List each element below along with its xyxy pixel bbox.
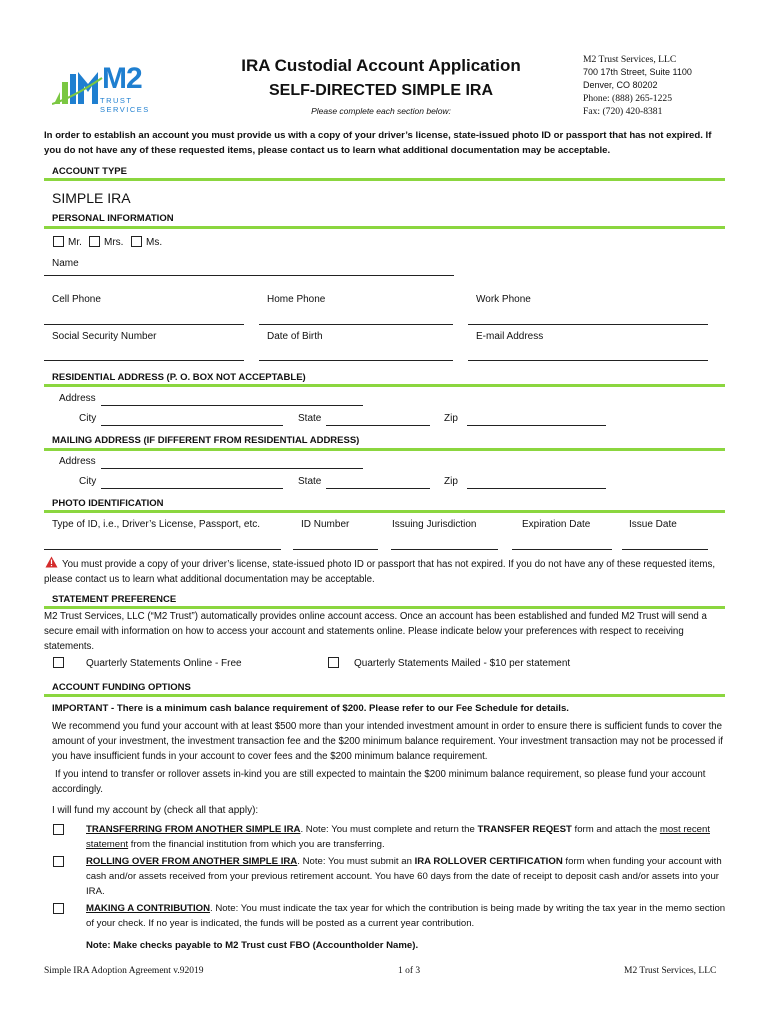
home-phone-label: Home Phone (267, 294, 326, 305)
logo-text: M2 (102, 62, 142, 95)
section-divider (44, 510, 725, 513)
recent-statement-text: most recent statement (86, 824, 710, 850)
rollover-option-title: ROLLING OVER FROM ANOTHER SIMPLE IRA (86, 856, 298, 867)
residential-address-label: Address (59, 393, 96, 404)
transfer-checkbox[interactable] (53, 824, 64, 835)
id-number-field[interactable] (293, 549, 378, 550)
id-type-label: Type of ID, i.e., Driver’s License, Passport, etc. (52, 519, 261, 530)
account-type-value: SIMPLE IRA (52, 190, 131, 206)
footer-page-number: 1 of 3 (398, 966, 421, 976)
dob-label: Date of Birth (267, 331, 323, 342)
section-divider (44, 448, 725, 451)
page-subtitle: SELF-DIRECTED SIMPLE IRA (268, 82, 493, 99)
contribution-checkbox[interactable] (53, 903, 64, 914)
residential-zip-field[interactable] (467, 425, 606, 426)
jurisdiction-field[interactable] (391, 549, 498, 550)
section-divider (44, 178, 725, 181)
work-phone-label: Work Phone (476, 294, 531, 305)
ms-checkbox[interactable] (131, 236, 142, 247)
account-type-heading: ACCOUNT TYPE (52, 166, 127, 177)
mr-checkbox[interactable] (53, 236, 64, 247)
rollover-checkbox[interactable] (53, 856, 64, 867)
email-field[interactable] (468, 360, 708, 361)
transfer-option-text (86, 822, 726, 852)
mr-label: Mr. (68, 237, 82, 248)
transfer-note-3: from the financial institution from which you are transferring. (128, 839, 385, 850)
dob-field[interactable] (259, 360, 453, 361)
mailing-zip-field[interactable] (467, 488, 606, 489)
transfer-note-2: form and attach the (571, 824, 660, 835)
rollover-note-2: form when funding your account with cash and/or assets received from your previous retirement account. You have 60 days from the date of receipt to deposit cash and/or assets into your IRA. (86, 856, 722, 897)
mailing-city-label: City (79, 476, 97, 487)
rollover-option-text (86, 854, 726, 899)
company-name: M2 Trust Services, LLC (583, 54, 677, 65)
ms-label: Ms. (146, 237, 163, 248)
mailing-city-field[interactable] (101, 488, 283, 489)
residential-city-field[interactable] (101, 425, 283, 426)
mrs-label: Mrs. (104, 237, 124, 248)
section-divider (44, 384, 725, 387)
logo-subtext: TRUST SERVICES (100, 96, 150, 114)
id-type-field[interactable] (44, 549, 281, 550)
mailing-heading: MAILING ADDRESS (IF DIFFERENT FROM RESIDENTIAL ADDRESS) (52, 435, 360, 446)
ssn-label: Social Security Number (52, 331, 157, 342)
photo-id-heading: PHOTO IDENTIFICATION (52, 498, 164, 509)
m2-logo (52, 60, 182, 112)
company-fax: Fax: (720) 420-8381 (583, 106, 663, 117)
footer-right: M2 Trust Services, LLC (624, 966, 717, 976)
name-label: Name (52, 258, 79, 269)
email-label: E-mail Address (476, 331, 544, 342)
instruction-text: Please complete each section below: (311, 106, 451, 116)
rollover-form-name: IRA ROLLOVER CERTIFICATION (414, 856, 563, 867)
funding-recommendation: We recommend you fund your account with at least $500 more than your intended investment amount in order to ensure there is sufficient funds to cover the amount of your investment, the investment transaction fee and the $200 minimum balance requirement. Your investment transaction may not be processed if you have insufficient funds in your account to cover fees and the $200 minimum balance requirement. (52, 721, 723, 762)
footer-left: Simple IRA Adoption Agreement v.92019 (44, 966, 204, 976)
ssn-field[interactable] (44, 360, 244, 361)
funding-in-kind: If you intend to transfer or rollover assets in-kind you are still expected to maintain the $200 minimum balance requirement, so please fund your account accordingly. (52, 769, 706, 795)
statement-heading: STATEMENT PREFERENCE (52, 594, 177, 605)
statement-body: M2 Trust Services, LLC (“M2 Trust”) automatically provides online account access. Once an account has been established and funded M2 Trust will send a secure email with information on how to access your account and statements online. Please indicate below your preferences with respect to receiving statements. (44, 611, 707, 652)
mailing-zip-label: Zip (444, 476, 458, 487)
work-phone-field[interactable] (468, 324, 708, 325)
name-field[interactable] (44, 275, 454, 276)
mailing-state-field[interactable] (326, 488, 430, 489)
statements-online-label: Quarterly Statements Online - Free (86, 658, 242, 669)
residential-city-label: City (79, 413, 97, 424)
contribution-option-title: MAKING A CONTRIBUTION (86, 903, 210, 914)
mailing-state-label: State (298, 476, 322, 487)
company-phone: Phone: (888) 265-1225 (583, 93, 672, 104)
fund-by-label: I will fund my account by (check all that apply): (52, 805, 259, 816)
issue-date-field[interactable] (622, 549, 708, 550)
home-phone-field[interactable] (259, 324, 453, 325)
cell-phone-field[interactable] (44, 324, 244, 325)
jurisdiction-label: Issuing Jurisdiction (392, 519, 477, 530)
personal-info-heading: PERSONAL INFORMATION (52, 213, 174, 224)
residential-zip-label: Zip (444, 413, 458, 424)
id-number-label: ID Number (301, 519, 350, 530)
transfer-form-name: TRANSFER REQEST (477, 824, 572, 835)
issue-date-label: Issue Date (629, 519, 677, 530)
funding-heading: ACCOUNT FUNDING OPTIONS (52, 682, 191, 693)
transfer-option-title: TRANSFERRING FROM ANOTHER SIMPLE IRA (86, 824, 301, 835)
residential-heading: RESIDENTIAL ADDRESS (P. O. BOX NOT ACCEPTABLE) (52, 372, 306, 383)
section-divider (44, 694, 725, 697)
statements-mailed-checkbox[interactable] (328, 657, 339, 668)
contribution-option-text (86, 901, 726, 931)
mrs-checkbox[interactable] (89, 236, 100, 247)
cell-phone-label: Cell Phone (52, 294, 101, 305)
logo-bars-icon (52, 64, 104, 108)
rollover-note-1: . Note: You must submit an (297, 856, 415, 867)
residential-address-field[interactable] (101, 405, 363, 406)
company-info (583, 53, 692, 118)
intro-text: In order to establish an account you must provide us with a copy of your driver’s license, state-issued photo ID or passport that has not expired. If you do not have any of these requested items, please contact us to learn what additional documentation may be acceptable. (44, 130, 712, 156)
statements-mailed-label: Quarterly Statements Mailed - $10 per statement (354, 658, 571, 669)
statements-online-checkbox[interactable] (53, 657, 64, 668)
mailing-address-label: Address (59, 456, 96, 467)
mailing-address-field[interactable] (101, 468, 363, 469)
expiration-field[interactable] (512, 549, 612, 550)
photo-id-warning: You must provide a copy of your driver’s license, state-issued photo ID or passport that has not expired. If you do not have any of these requested items, please contact us to learn what additional documentation may be acceptable. (44, 559, 716, 585)
contribution-note: . Note: You must indicate the tax year for which the contribution is being made by writing the tax year in the memo section of your check. If no year is indicated, the funds will be posted as a current year contribution. (86, 903, 726, 929)
expiration-label: Expiration Date (522, 519, 591, 530)
residential-state-label: State (298, 413, 322, 424)
page-title: IRA Custodial Account Application (241, 56, 521, 75)
residential-state-field[interactable] (326, 425, 430, 426)
checks-payable-note: Note: Make checks payable to M2 Trust cust FBO (Accountholder Name). (86, 940, 419, 951)
funding-important: IMPORTANT - There is a minimum cash balance requirement of $200. Please refer to our Fee Schedule for details. (52, 703, 569, 714)
company-street: 700 17th Street, Suite 1100 (583, 67, 692, 77)
company-city: Denver, CO 80202 (583, 80, 658, 90)
section-divider (44, 226, 725, 229)
transfer-note-1: . Note: You must complete and return the (300, 824, 478, 835)
